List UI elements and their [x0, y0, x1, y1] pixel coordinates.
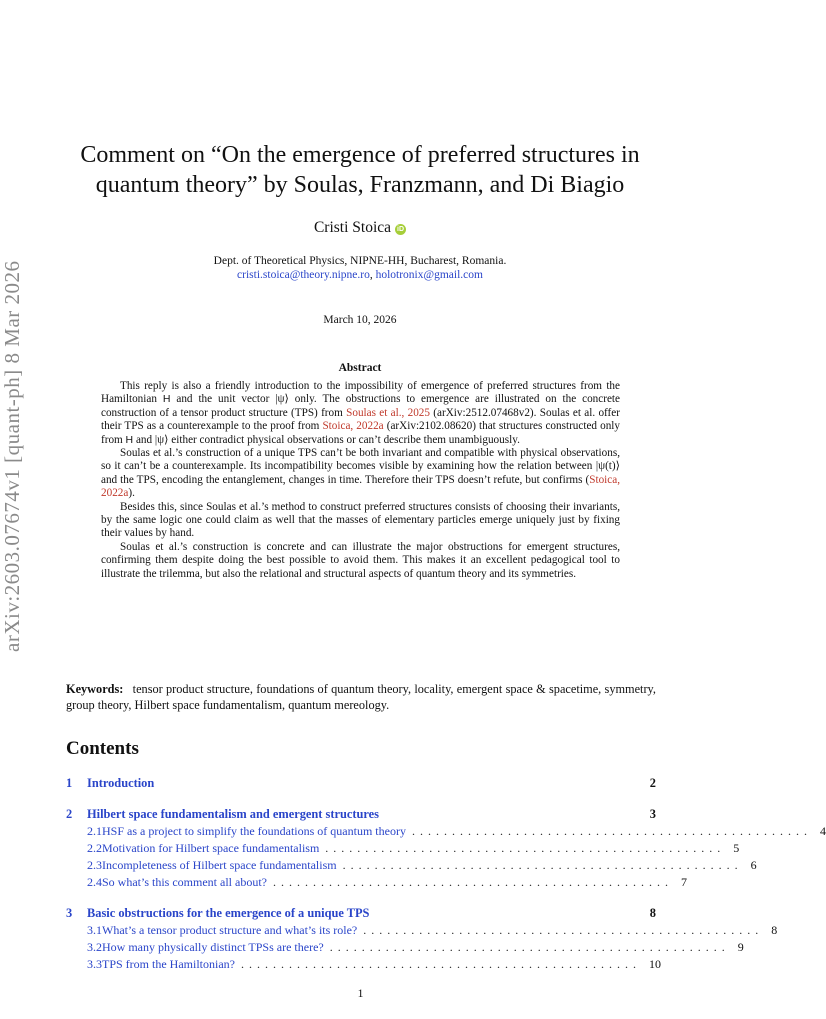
citation-link-soulas[interactable]: Soulas et al., 2025 [346, 406, 430, 419]
keywords-label: Keywords: [66, 682, 124, 696]
orcid-icon[interactable]: iD [397, 226, 405, 233]
toc-entry-3-1[interactable]: 3.1 What’s a tensor product structure and what’s its role? .................................................. 8 [87, 923, 778, 937]
keywords-block [66, 681, 656, 713]
toc-leader-dots: .................................................. [329, 940, 730, 954]
contents-heading: Contents [66, 738, 139, 759]
abstract-body [101, 380, 620, 581]
toc-entry-2-2[interactable]: 2.2 Motivation for Hilbert space fundamentalism .................................................. 5 [87, 841, 740, 855]
abstract-paragraph-1: This reply is also a friendly introduction to the impossibility of emergence of preferred structures from the Hamiltonian H and the unit vector |ψ⟩ only. The obstructions to emergence are illustrated on the concrete construction of a tensor product structure (TPS) from Soulas et al., 2025 (arXiv:2512.07468v2). Soulas et al. offer their TPS as a counterexample to the proof from Stoica, 2022a (arXiv:2102.08620) that structures constructed only from H and |ψ⟩ either contradict physical observations or can’t describe them unambiguously. [101, 380, 620, 446]
arxiv-identifier-stamp: arXiv:2603.07674v1 [quant-ph] 8 Mar 2026 [0, 260, 24, 652]
email-line: cristi.stoica@theory.nipne.ro, holotronix@gmail.com [237, 269, 483, 281]
table-of-contents [66, 776, 826, 974]
toc-leader-dots: .................................................. [240, 957, 641, 971]
abstract-paragraph-2: Soulas et al.’s construction of a unique TPS can’t be both invariant and compatible with physical observations, so it can’t be a counterexample. Its incompatibility becomes visible by examining how the relation between |ψ(t)⟩ and the TPS, encoding the entanglement, changes in time. Therefore their TPS doesn’t refute, but confirms (Stoica, 2022a). [101, 447, 620, 500]
toc-entry-hilbert-space[interactable]: 2 Hilbert space fundamentalism and emergent structures 3 [66, 807, 656, 821]
abstract-heading: Abstract [338, 362, 382, 374]
title-line-2: quantum theory” by Soulas, Franzmann, and Di Biagio [95, 172, 625, 198]
toc-entry-2-4[interactable]: 2.4 So what’s this comment all about? .................................................. 7 [87, 875, 687, 889]
citation-link-stoica[interactable]: Stoica, 2022a [322, 420, 384, 433]
citation-link-stoica-2[interactable]: Stoica, 2022a [101, 473, 620, 500]
toc-leader-dots: .................................................. [325, 841, 726, 855]
author-name: Cristi Stoica [313, 219, 392, 236]
toc-entry-2-3[interactable]: 2.3 Incompleteness of Hilbert space fundamentalism .................................................. 6 [87, 858, 757, 872]
toc-entry-2-1[interactable]: 2.1 HSF as a project to simplify the foundations of quantum theory .................................................. 4 [87, 824, 826, 838]
toc-leader-dots: .................................................. [342, 858, 743, 872]
email-link-1[interactable]: cristi.stoica@theory.nipne.ro [237, 269, 370, 281]
toc-leader-dots: .................................................. [363, 923, 764, 937]
toc-leader-dots: .................................................. [411, 824, 812, 838]
affiliation-block [66, 254, 654, 282]
paper-date: March 10, 2026 [323, 314, 397, 326]
paper-title [66, 140, 654, 200]
author-line [66, 219, 654, 237]
affiliation: Dept. of Theoretical Physics, NIPNE-HH, Bucharest, Romania. [213, 255, 507, 267]
email-link-2[interactable]: holotronix@gmail.com [375, 269, 483, 281]
abstract-paragraph-3: Besides this, since Soulas et al.’s method to construct preferred structures consists of choosing their invariants, by the same logic one could claim as well that the masses of elementary particles emerge uniquely just by fixing their values by hand. [101, 500, 620, 540]
toc-entry-basic-obstructions[interactable]: 3 Basic obstructions for the emergence of a unique TPS 8 [66, 906, 656, 920]
abstract-paragraph-4: Soulas et al.’s construction is concrete and can illustrate the major obstructions for emergent structures, confirming them despite doing the best possible to avoid them. This makes it an excellent pedagogical tool to illustrate the trilemma, but also the relational and structural aspects of quantum theory and its symmetries. [101, 540, 620, 580]
page-number: 1 [357, 986, 364, 1000]
title-line-1: Comment on “On the emergence of preferred structures in [80, 142, 640, 168]
toc-entry-3-2[interactable]: 3.2 How many physically distinct TPSs are there? .................................................. 9 [87, 940, 744, 954]
keywords-text: tensor product structure, foundations of quantum theory, locality, emergent space & spacetime, symmetry, group theory, Hilbert space fundamentalism, quantum mereology. [66, 682, 656, 712]
toc-entry-3-3[interactable]: 3.3 TPS from the Hamiltonian? .................................................. 10 [87, 957, 661, 971]
toc-leader-dots: .................................................. [272, 875, 673, 889]
toc-entry-introduction[interactable]: 1 Introduction 2 [66, 776, 656, 790]
